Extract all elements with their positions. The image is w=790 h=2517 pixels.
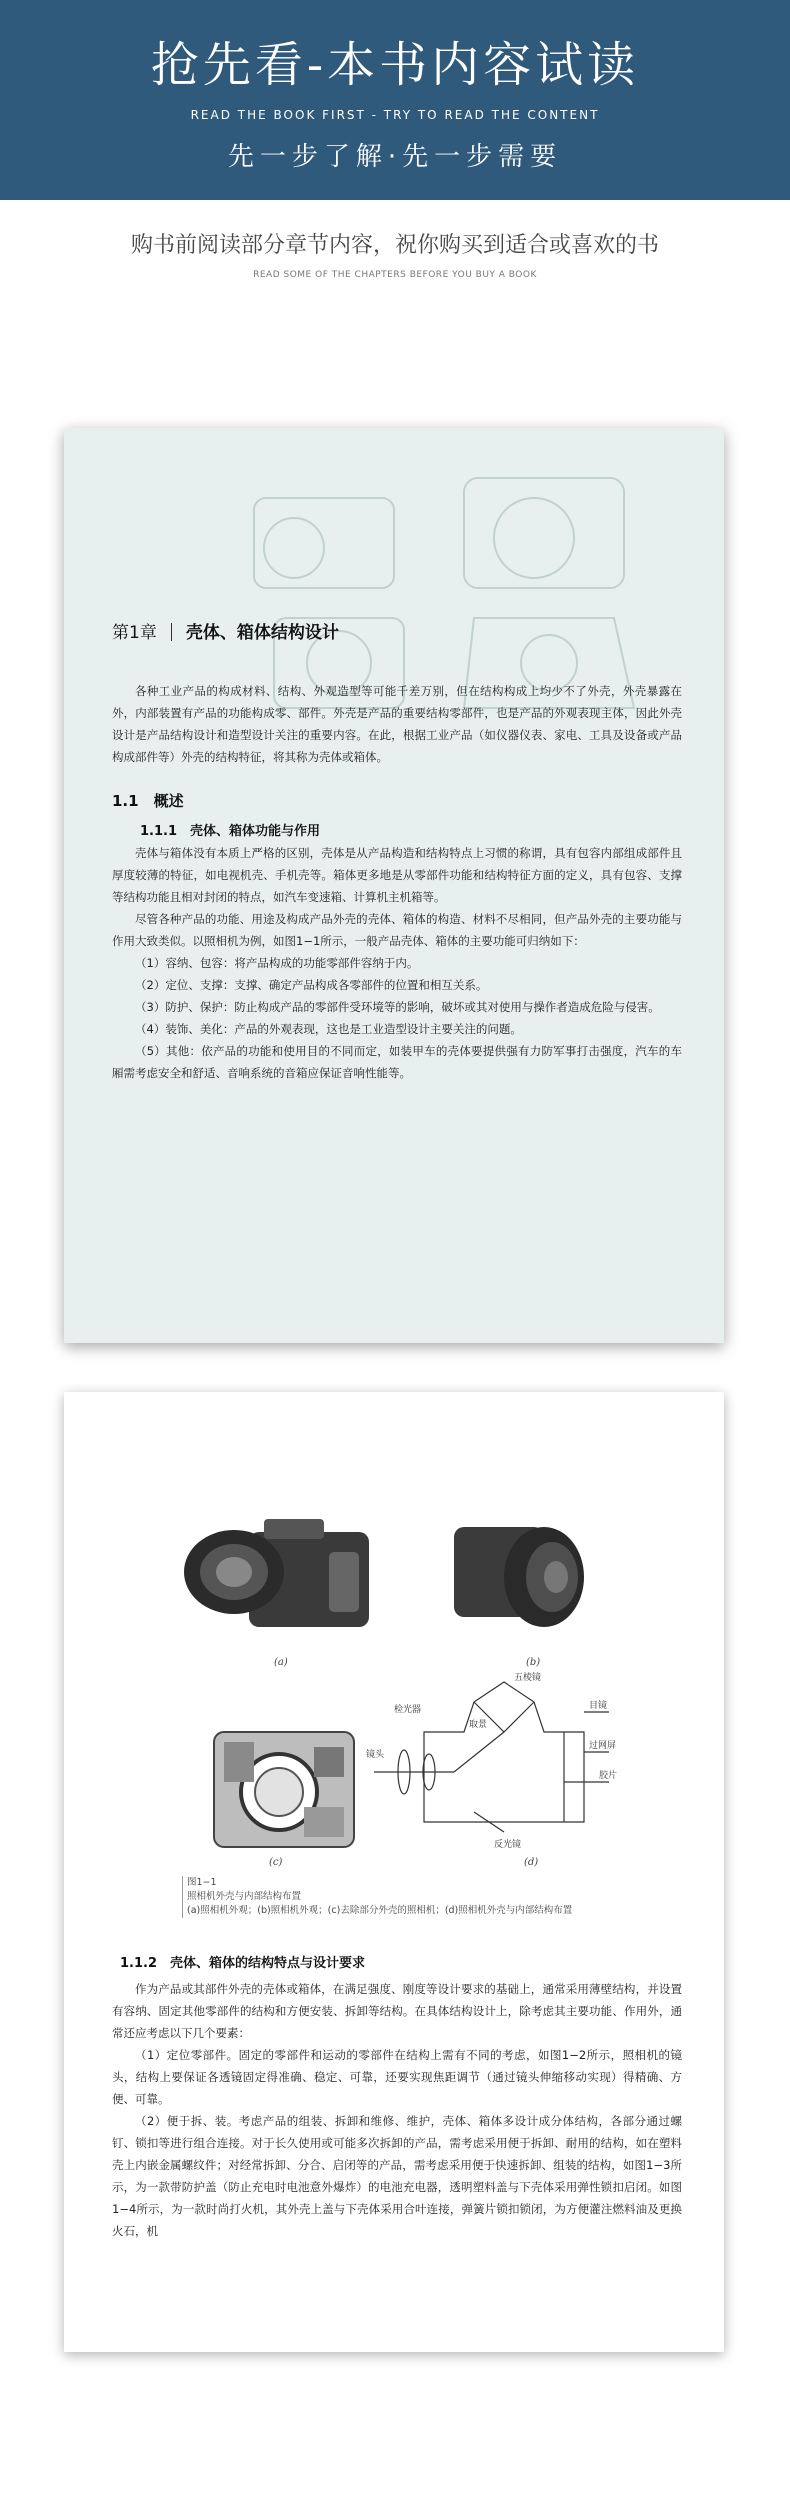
diagram-label: 反光镜 xyxy=(494,1840,522,1850)
camera-front-image xyxy=(179,1497,379,1647)
figure-label-d: (d) xyxy=(524,1857,539,1868)
camera-side-image xyxy=(434,1497,594,1647)
header-banner xyxy=(0,0,790,200)
figure-label-c: (c) xyxy=(269,1857,283,1868)
list-item: （2）便于拆、装。考虑产品的组装、拆卸和维修、维护，壳体、箱体多设计成分体结构，各部分通过螺钉、锁扣等进行组合连接。对于长久使用或可能多次拆卸的产品，需考虑采用便于拆卸、耐用的结构，如在塑料壳上内嵌金属螺纹件；对经常拆卸、分合、启闭等的产品，需考虑采用便于快速拆卸、组装的结构，如图1−3所示，为一款带防护盖（防止充电时电池意外爆炸）的电池充电器，透明塑料盖与下壳体采用弹性锁扣启闭。如图1−4所示，为一款时尚打火机，其外壳上盖与下壳体采用合叶连接，弹簧片锁扣锁闭，为方便灌注燃料油及更换火石，机 xyxy=(112,2114,682,2238)
body-text xyxy=(112,842,682,1084)
banner-subtitle-en: READ THE BOOK FIRST - TRY TO READ THE CONTENT xyxy=(190,108,600,122)
body-text xyxy=(112,1978,682,2242)
diagram-label: 镜头 xyxy=(366,1750,385,1760)
book-page-2 xyxy=(64,1392,724,2352)
list-item: （1）定位零部件。固定的零部件和运动的零部件在结构上需有不同的考虑，如图1−2所示，照相机的镜头，结构上要保证各透镜固定得准确、稳定、可靠，还要实现焦距调节（通过镜头伸缩移动实现）得精确、方便、可靠。 xyxy=(112,2048,682,2106)
diagram-label: 检光器 xyxy=(394,1705,422,1715)
banner-slogan: 先一步了解·先一步需要 xyxy=(227,142,563,172)
subsection-heading: 1.1.2 壳体、箱体的结构特点与设计要求 xyxy=(120,1956,366,1971)
book-page-1 xyxy=(64,428,724,1343)
camera-structure-diagram xyxy=(364,1672,634,1857)
chapter-number: 第1章 xyxy=(112,623,157,643)
diagram-label: 五棱镜 xyxy=(514,1673,542,1683)
intro-text: 购书前阅读部分章节内容，祝你购买到适合或喜欢的书 xyxy=(130,233,659,258)
diagram-label: 目镜 xyxy=(589,1701,608,1711)
diagram-label: 过网屏 xyxy=(589,1741,617,1751)
banner-title: 抢先看-本书内容试读 xyxy=(150,37,640,93)
chapter-divider xyxy=(171,623,172,641)
diagram-label: 取景 xyxy=(469,1720,488,1730)
intro-text-en: READ SOME OF THE CHAPTERS BEFORE YOU BUY A BOOK xyxy=(253,270,537,280)
caption-line: 照相机外壳与内部结构布置 xyxy=(187,1891,302,1902)
figure-label-a: (a) xyxy=(274,1657,288,1668)
figure-caption xyxy=(182,1876,572,1918)
caption-line: 图1−1 xyxy=(187,1877,217,1888)
chapter-intro xyxy=(112,680,682,768)
caption-line: (a)照相机外观；(b)照相机外观；(c)去除部分外壳的照相机；(d)照相机外壳与内部结构布置 xyxy=(187,1905,573,1916)
paragraph: 尽管各种产品的功能、用途及构成产品外壳的壳体、箱体的构造、材料不尽相同，但产品外壳的主要功能与作用大致类似。以照相机为例，如图1−1所示，一般产品壳体、箱体的主要功能可归纳如下： xyxy=(112,912,682,948)
list-item: （2）定位、支撑：支撑、确定产品构成各零部件的位置和相互关系。 xyxy=(135,978,488,992)
chapter-title: 壳体、箱体结构设计 xyxy=(185,623,339,643)
list-item: （3）防护、保护：防止构成产品的零部件受环境等的影响，破坏或其对使用与操作者造成危险与侵害。 xyxy=(135,1000,660,1014)
paragraph: 壳体与箱体没有本质上严格的区别，壳体是从产品构造和结构特点上习惯的称谓，具有包容内部组成部件且厚度较薄的特征，如电视机壳、手机壳等。箱体更多地是从零部件功能和结构特征方面的定义，具有包容、支撑等结构功能且相对封闭的特点，如汽车变速箱、计算机主机箱等。 xyxy=(112,846,682,904)
list-item: （1）容纳、包容：将产品构成的功能零部件容纳于内。 xyxy=(135,956,419,970)
chapter-heading xyxy=(112,618,339,643)
paragraph: 作为产品或其部件外壳的壳体或箱体，在满足强度、刚度等设计要求的基础上，通常采用薄壁结构，并设置有容纳、固定其他零部件的结构和方便安装、拆卸等结构。在具体结构设计上，除考虑其主要功能、作用外，通常还应考虑以下几个要素： xyxy=(112,1982,682,2040)
paragraph: 各种工业产品的构成材料、结构、外观造型等可能千差万别，但在结构构成上均少不了外壳，外壳暴露在外，内部装置有产品的功能构成零、部件。外壳是产品的重要结构零部件，也是产品的外观表现主体，因此外壳设计是产品结构设计和造型设计关注的重要内容。在此，根据工业产品（如仪器仪表、家电、工具及设备或产品构成部件等）外壳的结构特征，将其称为壳体或箱体。 xyxy=(112,684,682,764)
section-heading: 1.1 概述 xyxy=(112,792,184,810)
list-item: （5）其他：依产品的功能和使用目的不同而定，如装甲车的壳体要提供强有力防军事打击强度，汽车的车厢需考虑安全和舒适、音响系统的音箱应保证音响性能等。 xyxy=(112,1044,682,1080)
camera-open-image xyxy=(184,1707,374,1867)
subsection-heading: 1.1.1 壳体、箱体功能与作用 xyxy=(140,824,321,839)
diagram-label: 胶片 xyxy=(599,1771,618,1781)
list-item: （4）装饰、美化：产品的外观表现，这也是工业造型设计主要关注的问题。 xyxy=(135,1022,522,1036)
figure-label-b: (b) xyxy=(526,1657,541,1668)
